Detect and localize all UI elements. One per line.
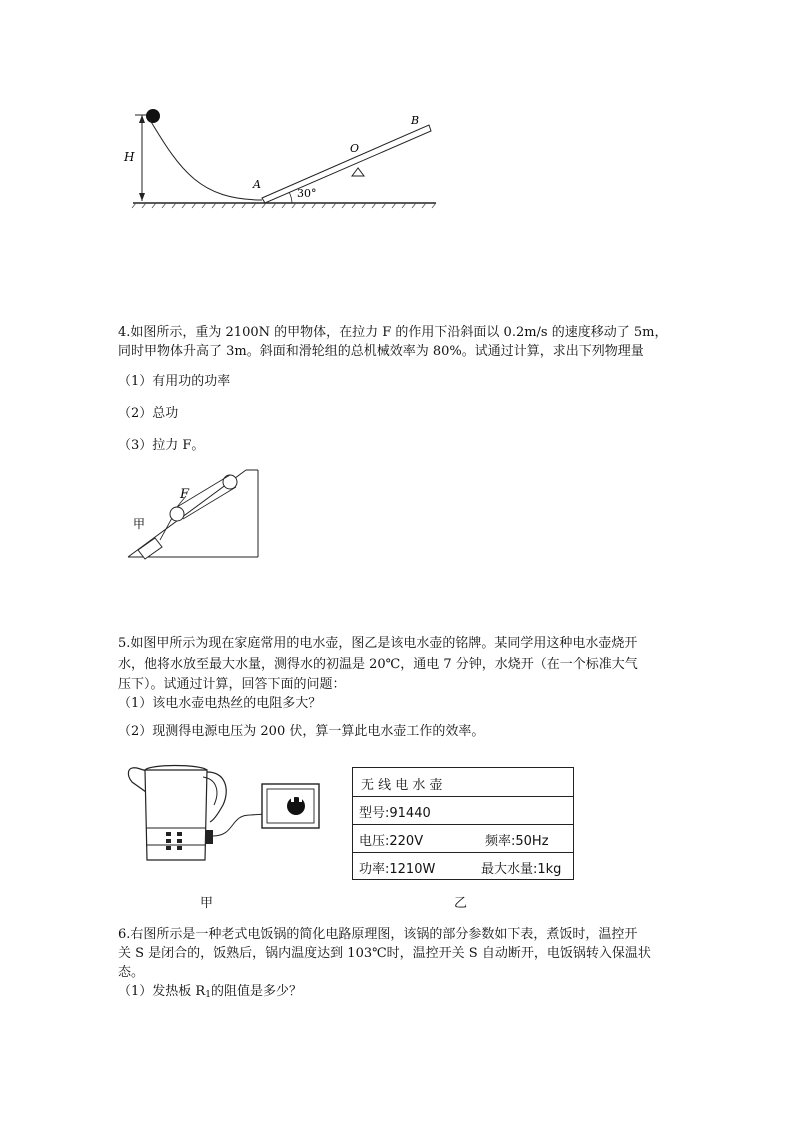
q6-sub1-prefix: （1）发热板 R: [118, 984, 206, 999]
figure-caption-yi: 乙: [454, 896, 468, 911]
q6-sub1-subscript: 1: [205, 990, 211, 1000]
nameplate-model: 型号:91440: [359, 806, 431, 821]
nameplate-title: 无 线 电 水 壶: [361, 778, 443, 793]
q6-text-line2: 关 S 是闭合的，饭熟后，锅内温度达到 103℃时，温控开关 S 自动断开，电饭锅转入保温状: [118, 946, 651, 961]
q5-text-line3: 压下）。试通过计算，回答下面的问题：: [118, 677, 346, 692]
point-a-label: A: [253, 178, 261, 191]
nameplate-model-row: [353, 796, 573, 825]
q4-subquestion-2: （2）总功: [118, 406, 179, 421]
nameplate-power-row: [353, 852, 573, 880]
height-label: H: [124, 150, 135, 164]
object-jia-label: 甲: [133, 517, 146, 531]
figure-caption-jia: 甲: [200, 896, 214, 911]
q5-subquestion-1: （1）该电水壶电热丝的电阻多大？: [118, 696, 322, 711]
nameplate-frequency: 频率:50Hz: [485, 834, 549, 849]
q4-text-line1: 4.如图所示，重为 2100N 的甲物体，在拉力 F 的作用下沿斜面以 0.2m/s 的速度移动了 5m，: [118, 325, 668, 340]
nameplate-voltage-row: [353, 824, 573, 853]
q6-text-line1: 6.右图所示是一种老式电饭锅的简化电路原理图，该锅的部分参数如下表，煮饭时，温控开: [118, 927, 638, 942]
nameplate-title-row: [353, 768, 573, 797]
q6-text-line3: 态。: [118, 965, 145, 980]
q4-text-line2: 同时甲物体升高了 3m。斜面和滑轮组的总机械效率为 80%。试通过计算，求出下列物理量: [118, 344, 644, 359]
q5-text-line1: 5.如图甲所示为现在家庭常用的电水壶，图乙是该电水壶的铭牌。某同学用这种电水壶烧开: [118, 636, 638, 651]
force-f-label: F: [180, 487, 190, 502]
q5-text-line2: 水，他将水放至最大水量，测得水的初温是 20℃，通电 7 分钟，水烧开（在一个标准大气: [118, 657, 638, 672]
point-o-label: O: [350, 142, 360, 155]
q5-subquestion-2: （2）现测得电源电压为 200 伏，算一算此电水壶工作的效率。: [118, 724, 485, 739]
angle-label: 30°: [297, 187, 317, 200]
q6-subquestion-1: [118, 982, 302, 1005]
nameplate-table: [352, 767, 574, 880]
nameplate-voltage: 电压:220V: [359, 834, 424, 849]
q6-sub1-suffix: 的阻值是多少？: [210, 984, 302, 999]
point-b-label: B: [411, 114, 420, 127]
nameplate-power: 功率:1210W: [359, 862, 436, 877]
q4-subquestion-1: （1）有用功的功率: [118, 374, 231, 389]
q4-subquestion-3: （3）拉力 F。: [118, 438, 205, 453]
nameplate-capacity: 最大水量:1kg: [481, 862, 562, 877]
